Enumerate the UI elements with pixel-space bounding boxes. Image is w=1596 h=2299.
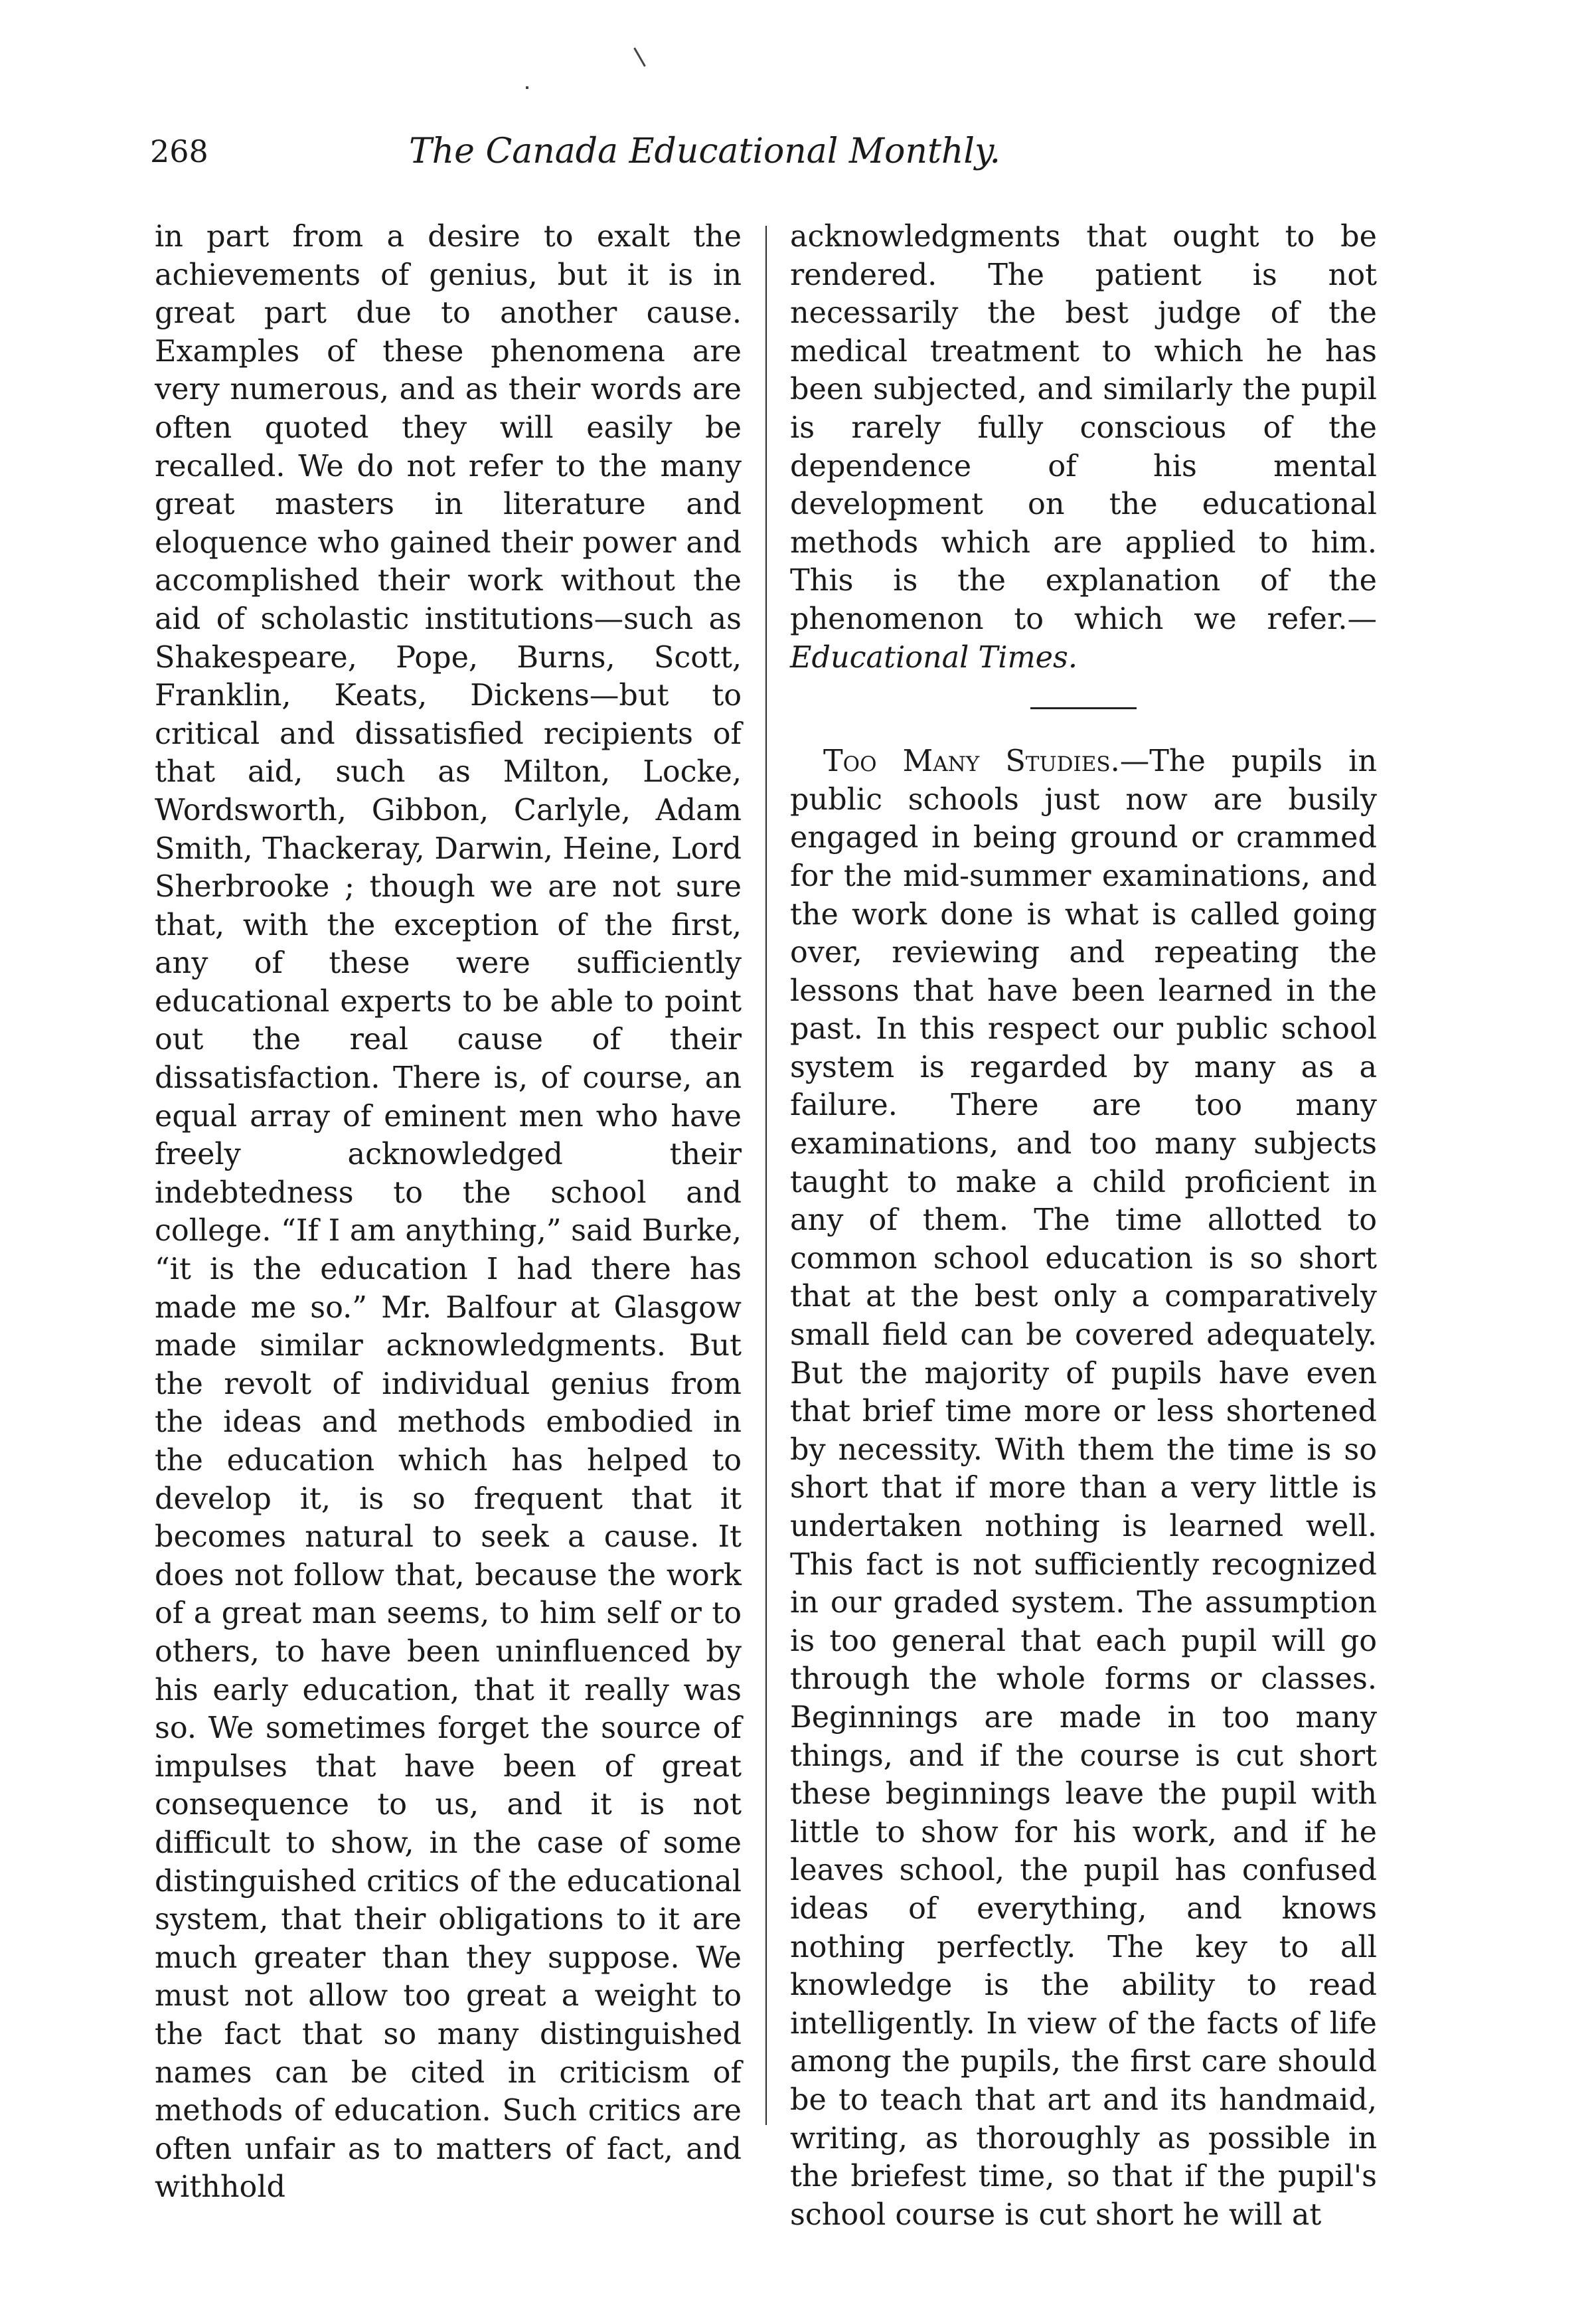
- page-number: 268: [150, 133, 208, 169]
- stray-mark: [633, 47, 646, 66]
- section-separator: [1030, 707, 1137, 709]
- left-column-paragraph: in part from a desire to exalt the achievements of genius, but it is in great part due to another cause. Examples of these phenomena are very numerous, and as their words are often quoted they will easily be recalled. We do not refer to the many great masters in literature and eloquence who gained their power and accomplished their work without the aid of scholastic institutions—such as Shakespeare, Pope, Burns, Scott, Franklin, Keats, Dickens—but to critical and dissatisfied recipients of that aid, such as Milton, Locke, Wordsworth, Gibbon, Carlyle, Adam Smith, Thackeray, Darwin, Heine, Lord Sherbrooke ; though we are not sure that, with the exception of the first, any of these were sufficiently educational experts to be able to point out the real cause of their dissatisfaction. There is, of course, an equal array of eminent men who have freely acknowledged their indebtedness to the school and college. “If I am anything,” said Burke, “it is the education I had there has made me so.” Mr. Balfour at Glasgow made similar acknowledgments. But the revolt of individual genius from the ideas and methods embodied in the education which has helped to develop it, is so frequent that it becomes natural to seek a cause. It does not follow that, because the work of a great man seems, to him self or to others, to have been uninfluenced by his early education, that it really was so. We sometimes forget the source of impulses that have been of great consequence to us, and it is not difficult to show, in the case of some distinguished critics of the educational system, that their obligations to it are much greater than they suppose. We must not allow too great a weight to the fact that so many distinguished names can be cited in criticism of methods of education. Such critics are often unfair as to matters of fact, and withhold: [155, 220, 742, 2205]
- running-title: The Canada Educational Monthly.: [409, 131, 1000, 171]
- article-body: —The pupils in public schools just now are busily engaged in being ground or crammed for the mid-summer examinations, and the work done is what is called going over, reviewing and repeating the lessons that have been learned in the past. In this respect our public school system is regarded by many as a failure. There are too many examinations, and too many subjects taught to make a child proficient in any of them. The time allotted to common school education is so short that at the best only a comparatively small field can be covered adequately. But the majority of pupils have even that brief time more or less shortened by necessity. With them the time is so short that if more than a very little is undertaken nothing is learned well. This fact is not sufficiently recognized in our graded system. The assumption is too general that each pupil will go through the whole forms or classes. Beginnings are made in too many things, and if the course is cut short these beginnings leave the pupil with little to show for his work, and if he leaves school, the pupil has confused ideas of everything, and knows nothing perfectly. The key to all knowledge is the ability to read intelligently. In view of the facts of life among the pupils, the first care should be to teach that art and its handmaid, writing, as thoroughly as possible in the briefest time, so that if the pupil's school course is cut short he will at: [790, 744, 1377, 2232]
- article-title: Too Many Studies.: [823, 744, 1120, 779]
- source-citation: Educational Times.: [790, 640, 1077, 675]
- stray-mark: [526, 86, 528, 89]
- column-divider: [765, 226, 767, 2125]
- article-paragraph: [790, 742, 1377, 2234]
- right-column-continuation: [790, 218, 1377, 677]
- page-header: [150, 131, 1398, 178]
- left-column: [155, 218, 742, 2207]
- right-column: [790, 218, 1377, 2234]
- continuation-text: acknowledgments that ought to be rendered. The patient is not necessarily the best judge of the medical treatment to which he has been subjected, and similarly the pupil is rarely fully conscious of the dependence of his mental development on the educational methods which are applied to him. This is the explanation of the phenomenon to which we refer.—: [790, 220, 1377, 636]
